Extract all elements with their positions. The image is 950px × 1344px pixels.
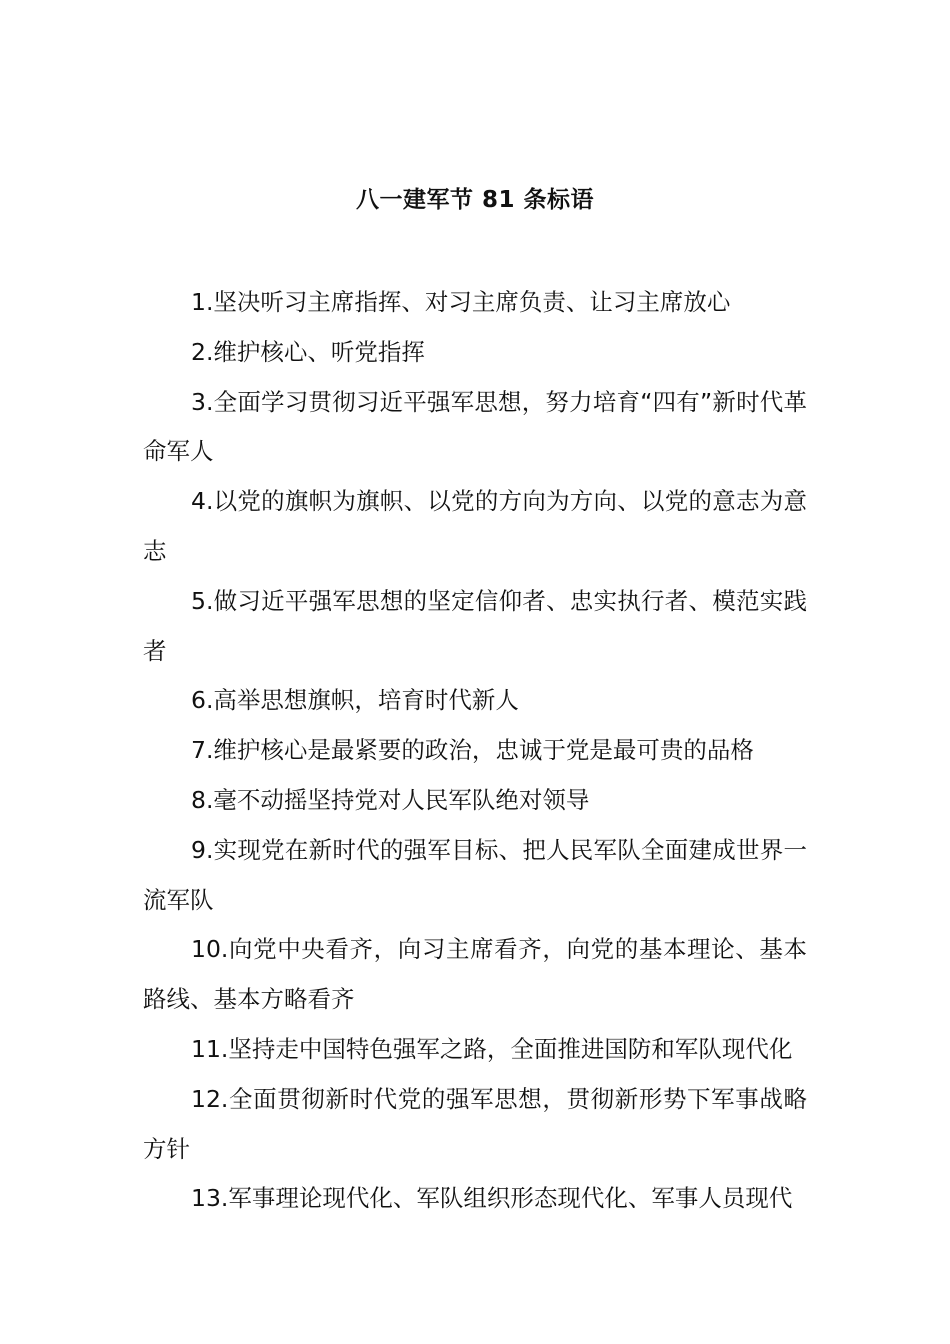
slogan-item: 13.军事理论现代化、军队组织形态现代化、军事人员现代: [191, 1184, 793, 1213]
slogan-item: 2.维护核心、听党指挥: [191, 337, 425, 366]
slogan-item: 9.实现党在新时代的强军目标、把人民军队全面建成世界一流军队: [143, 835, 807, 914]
slogan-item: 5.做习近平强军思想的坚定信仰者、忠实执行者、模范实践者: [143, 586, 807, 665]
document-title: 八一建军节 81 条标语: [355, 187, 595, 213]
slogan-item: 7.维护核心是最紧要的政治，忠诚于党是最可贵的品格: [191, 736, 754, 765]
slogan-list: [143, 278, 807, 1224]
slogan-item: 1.坚决听习主席指挥、对习主席负责、让习主席放心: [191, 288, 731, 316]
slogan-item: 6.高举思想旗帜，培育时代新人: [191, 686, 519, 715]
slogan-item: 3.全面学习贯彻习近平强军思想，努力培育“四有”新时代革命军人: [143, 387, 807, 466]
slogan-item: 12.全面贯彻新时代党的强军思想，贯彻新形势下军事战略方针: [143, 1084, 807, 1163]
slogan-item: 8.毫不动摇坚持党对人民军队绝对领导: [191, 785, 590, 814]
slogan-item: 4.以党的旗帜为旗帜、以党的方向为方向、以党的意志为意志: [143, 487, 807, 565]
slogan-item: 10.向党中央看齐，向习主席看齐，向党的基本理论、基本路线、基本方略看齐: [143, 935, 807, 1014]
slogan-item: 11.坚持走中国特色强军之路，全面推进国防和军队现代化: [191, 1034, 793, 1063]
